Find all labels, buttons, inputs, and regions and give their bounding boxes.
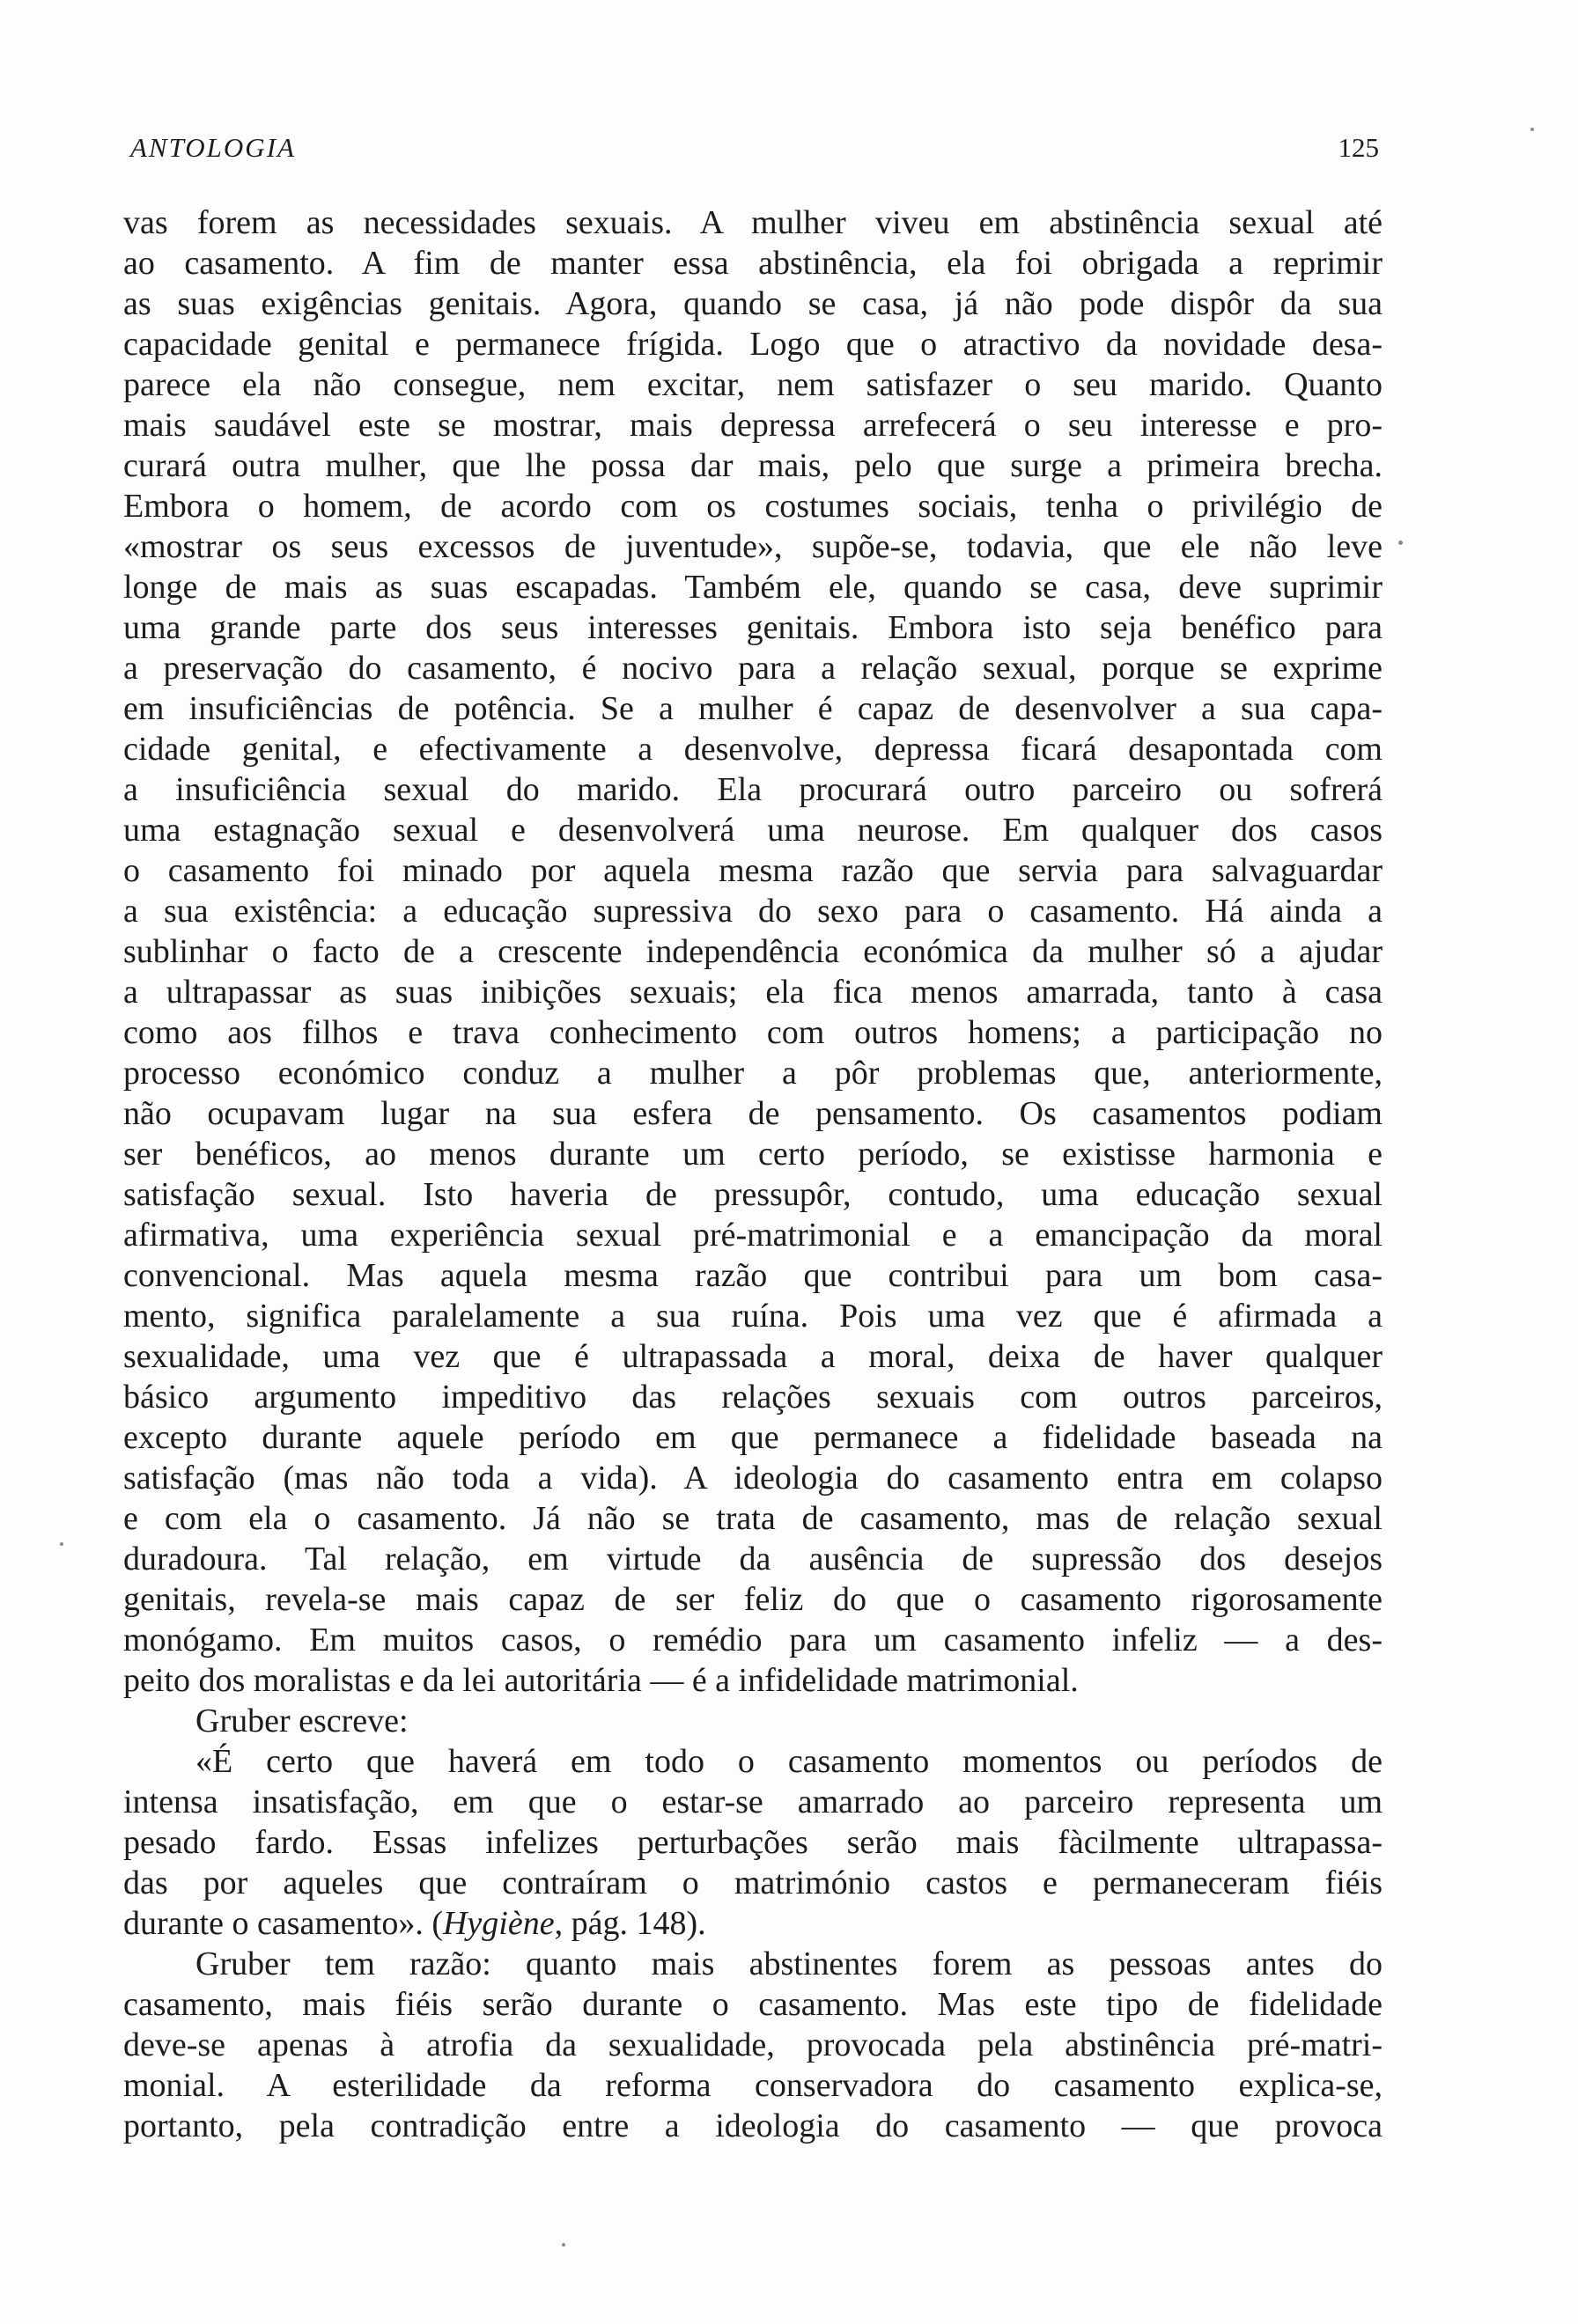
text-line: sexualidade, uma vez que é ultrapassada a moral, deixa de haver qualquer xyxy=(123,1338,1383,1375)
text-line: Embora o homem, de acordo com os costumes sociais, tenha o privilégio de xyxy=(123,488,1383,525)
text-line: em insuficiências de potência. Se a mulher é capaz de desenvolver a sua capa- xyxy=(123,690,1383,727)
text-line: «mostrar os seus excessos de juventude», supõe-se, todavia, que ele não leve xyxy=(123,528,1383,565)
text-line: genitais, revela-se mais capaz de ser feliz do que o casamento rigorosamente xyxy=(123,1581,1383,1618)
text-line: casamento, mais fiéis serão durante o casamento. Mas este tipo de fidelidade xyxy=(123,1986,1383,2023)
text-line: longe de mais as suas escapadas. Também ele, quando se casa, deve suprimir xyxy=(123,569,1383,606)
text-line: parece ela não consegue, nem excitar, nem satisfazer o seu marido. Quanto xyxy=(123,366,1383,403)
text-line: Gruber escreve: xyxy=(195,1703,409,1739)
text-line: e com ela o casamento. Já não se trata de casamento, mas de relação sexual xyxy=(123,1500,1383,1537)
page-number: 125 xyxy=(1338,132,1379,163)
text-line: as suas exigências genitais. Agora, quando se casa, já não pode dispôr da sua xyxy=(123,285,1383,322)
text-line: excepto durante aquele período em que permanece a fidelidade baseada na xyxy=(123,1419,1383,1456)
scan-speck xyxy=(60,1542,63,1546)
text-line: satisfação (mas não toda a vida). A ideologia do casamento entra em colapso xyxy=(123,1460,1383,1497)
running-title: ANTOLOGIA xyxy=(130,132,296,163)
text-line: a preservação do casamento, é nocivo para a relação sexual, porque se exprime xyxy=(123,650,1383,687)
text-line: intensa insatisfação, em que o estar-se amarrado ao parceiro representa um xyxy=(123,1783,1383,1820)
text-line: afirmativa, uma experiência sexual pré-matrimonial e a emancipação da moral xyxy=(123,1217,1383,1254)
text-line: mais saudável este se mostrar, mais depressa arrefecerá o seu interesse e pro- xyxy=(123,407,1383,444)
text-line: pesado fardo. Essas infelizes perturbações serão mais fàcilmente ultrapassa- xyxy=(123,1824,1383,1861)
text-line: duradoura. Tal relação, em virtude da ausência de supressão dos desejos xyxy=(123,1541,1383,1578)
text-line: processo económico conduz a mulher a pôr problemas que, anteriormente, xyxy=(123,1055,1383,1092)
text-line: peito dos moralistas e da lei autoritária — é a infidelidade matrimonial. xyxy=(123,1662,1079,1699)
text-line: ser benéficos, ao menos durante um certo período, se existisse harmonia e xyxy=(123,1136,1383,1173)
text-line: cidade genital, e efectivamente a desenvolve, depressa ficará desapontada com xyxy=(123,731,1383,768)
scan-speck xyxy=(562,2243,565,2247)
text-line: como aos filhos e trava conhecimento com outros homens; a participação no xyxy=(123,1014,1383,1051)
text-line: convencional. Mas aquela mesma razão que contribui para um bom casa- xyxy=(123,1257,1383,1294)
body-text xyxy=(123,202,1383,2146)
text-line: uma grande parte dos seus interesses genitais. Embora isto seja benéfico para xyxy=(123,609,1383,646)
text-line: não ocupavam lugar na sua esfera de pensamento. Os casamentos podiam xyxy=(123,1095,1383,1132)
text-line: monial. A esterilidade da reforma conservadora do casamento explica-se, xyxy=(123,2067,1383,2104)
text-line: mento, significa paralelamente a sua ruína. Pois uma vez que é afirmada a xyxy=(123,1298,1383,1335)
text-line: uma estagnação sexual e desenvolverá uma neurose. Em qualquer dos casos xyxy=(123,812,1383,849)
text-line: básico argumento impeditivo das relações sexuais com outros parceiros, xyxy=(123,1379,1383,1416)
scan-speck xyxy=(1398,541,1403,545)
text-line: «É certo que haverá em todo o casamento momentos ou períodos de xyxy=(195,1743,1383,1780)
text-line: a sua existência: a educação supressiva do sexo para o casamento. Há ainda a xyxy=(123,893,1383,930)
text-line: curará outra mulher, que lhe possa dar mais, pelo que surge a primeira brecha. xyxy=(123,447,1383,484)
book-title-italic: Hygiène xyxy=(442,1905,555,1942)
text-line: a ultrapassar as suas inibições sexuais; ela fica menos amarrada, tanto à casa xyxy=(123,974,1383,1011)
text-line: durante o casamento». (Hygiène, pág. 148). xyxy=(123,1905,706,1942)
text-line: a insuficiência sexual do marido. Ela procurará outro parceiro ou sofrerá xyxy=(123,771,1383,808)
text-line: satisfação sexual. Isto haveria de pressupôr, contudo, uma educação sexual xyxy=(123,1176,1383,1213)
text-line: o casamento foi minado por aquela mesma razão que servia para salvaguardar xyxy=(123,852,1383,889)
text-line: monógamo. Em muitos casos, o remédio para um casamento infeliz — a des- xyxy=(123,1622,1383,1658)
text-line: Gruber tem razão: quanto mais abstinentes forem as pessoas antes do xyxy=(195,1945,1383,1982)
text-line: capacidade genital e permanece frígida. Logo que o atractivo da novidade desa- xyxy=(123,326,1383,363)
text-line: sublinhar o facto de a crescente independência económica da mulher só a ajudar xyxy=(123,933,1383,970)
text-line: portanto, pela contradição entre a ideologia do casamento — que provoca xyxy=(123,2107,1383,2144)
text-line: das por aqueles que contraíram o matrimónio castos e permaneceram fiéis xyxy=(123,1864,1383,1901)
running-head xyxy=(130,132,1379,167)
text-line: vas forem as necessidades sexuais. A mulher viveu em abstinência sexual até xyxy=(123,204,1383,241)
text-line: ao casamento. A fim de manter essa abstinência, ela foi obrigada a reprimir xyxy=(123,245,1383,282)
text-line: deve-se apenas à atrofia da sexualidade, provocada pela abstinência pré-matri- xyxy=(123,2026,1383,2063)
scan-speck xyxy=(1530,128,1534,131)
